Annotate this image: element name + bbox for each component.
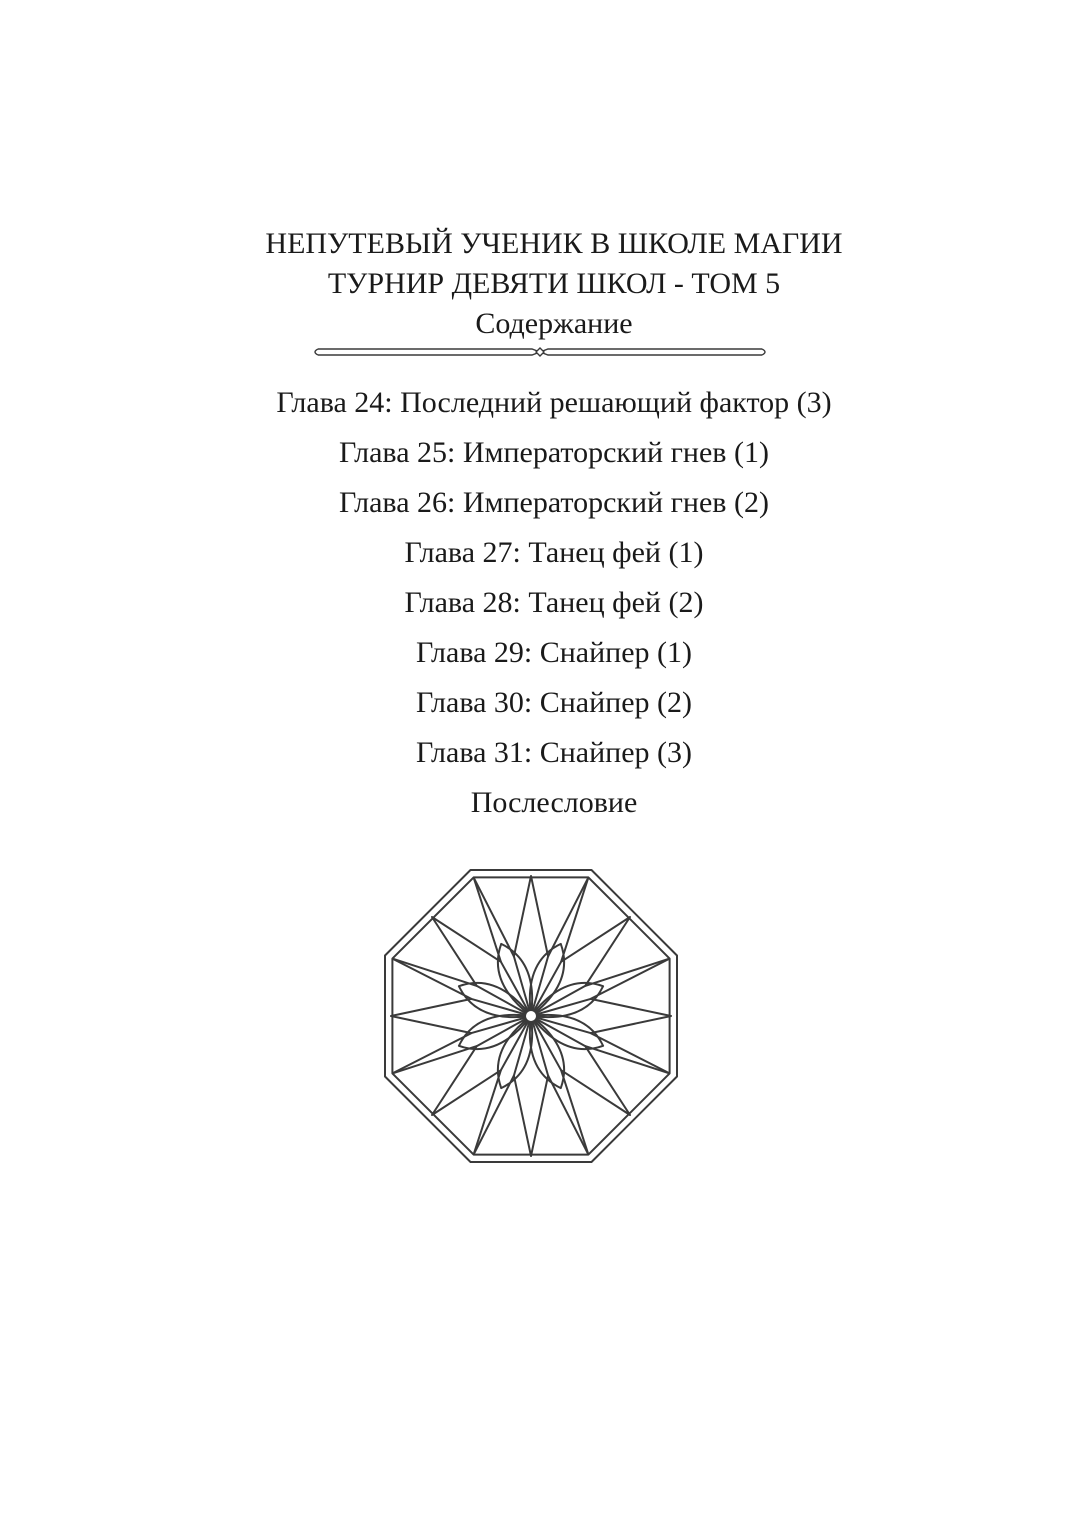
connector-line: [474, 1076, 514, 1155]
connector-line: [591, 1033, 670, 1073]
connector-line: [561, 1070, 588, 1154]
toc-item: Глава 28: Танец фей (2): [404, 586, 704, 619]
connector-line: [585, 1046, 669, 1073]
connector-line: [392, 1046, 476, 1073]
octagon-star-ornament-icon: [381, 866, 681, 1166]
title-block: [0, 224, 1078, 344]
toc-item: Глава 25: Императорский гнев (1): [339, 436, 769, 469]
connector-line: [591, 959, 670, 999]
connector-line: [548, 1076, 588, 1155]
connector-line: [561, 877, 588, 961]
toc-item: Глава 26: Императорский гнев (2): [339, 486, 769, 519]
toc-item: Глава 30: Снайпер (2): [415, 686, 693, 719]
book-title-line-2: ТУРНИР ДЕВЯТИ ШКОЛ - ТОМ 5: [327, 267, 781, 300]
connector-line: [585, 959, 669, 986]
connector-line: [392, 1033, 471, 1073]
connector-line: [474, 877, 501, 961]
center-circle: [525, 1010, 537, 1022]
double-line-divider-icon: [310, 344, 770, 360]
connector-line: [392, 959, 476, 986]
table-of-contents: [0, 378, 1078, 828]
toc-item: Глава 24: Последний решающий фактор (3): [276, 386, 832, 419]
book-title-line-1: НЕПУТЕВЫЙ УЧЕНИК В ШКОЛЕ МАГИИ: [265, 227, 843, 260]
connector-line: [392, 959, 471, 999]
connector-line: [548, 877, 588, 956]
toc-item: Глава 27: Танец фей (1): [404, 536, 704, 569]
connector-line: [474, 877, 514, 956]
connector-line: [474, 1070, 501, 1154]
contents-heading: Содержание: [475, 307, 633, 340]
toc-item: Послесловие: [470, 786, 638, 819]
toc-item: Глава 31: Снайпер (3): [415, 736, 693, 769]
toc-item: Глава 29: Снайпер (1): [415, 636, 693, 669]
